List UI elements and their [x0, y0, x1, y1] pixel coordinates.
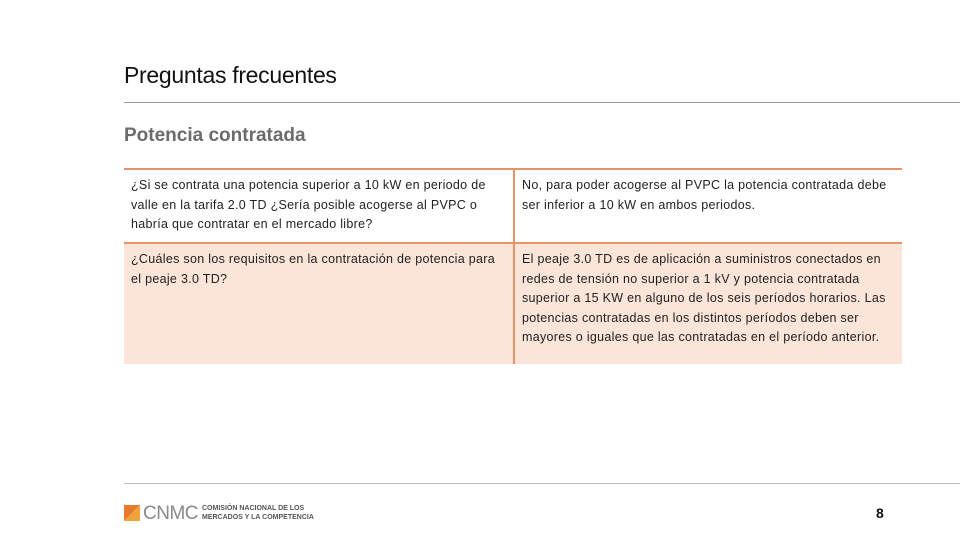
section-heading: Potencia contratada	[124, 125, 306, 146]
faq-question: ¿Cuáles son los requisitos en la contratación de potencia para el peaje 3.0 TD?	[124, 243, 514, 364]
faq-question: ¿Si se contrata una potencia superior a 10 kW en periodo de valle en la tarifa 2.0 TD ¿Sería posible acogerse al PVPC o habría que contratar en el mercado libre?	[124, 169, 514, 243]
logo-subtitle	[202, 504, 314, 522]
faq-answer: No, para poder acogerse al PVPC la potencia contratada debe ser inferior a 10 kW en ambos periodos.	[514, 169, 902, 243]
page-number: 8	[876, 505, 884, 521]
logo-mark-icon	[124, 505, 140, 521]
logo-subtitle-line: MERCADOS Y LA COMPETENCIA	[202, 514, 314, 521]
cnmc-logo	[124, 500, 314, 526]
page-title: Preguntas frecuentes	[124, 62, 337, 88]
table-row	[124, 169, 902, 243]
logo-text: CNMC	[143, 503, 198, 524]
logo-subtitle-line: COMISIÓN NACIONAL DE LOS	[202, 505, 305, 512]
footer-divider	[124, 483, 960, 484]
faq-table	[124, 168, 902, 364]
title-divider	[124, 102, 960, 103]
table-row	[124, 243, 902, 364]
faq-answer: El peaje 3.0 TD es de aplicación a suministros conectados en redes de tensión no superior a 1 kV y potencia contratada superior a 15 KW en alguno de los seis períodos horarios. Las potencias contratadas en los distintos períodos deben ser mayores o iguales que las contratadas en el período anterior.	[514, 243, 902, 364]
